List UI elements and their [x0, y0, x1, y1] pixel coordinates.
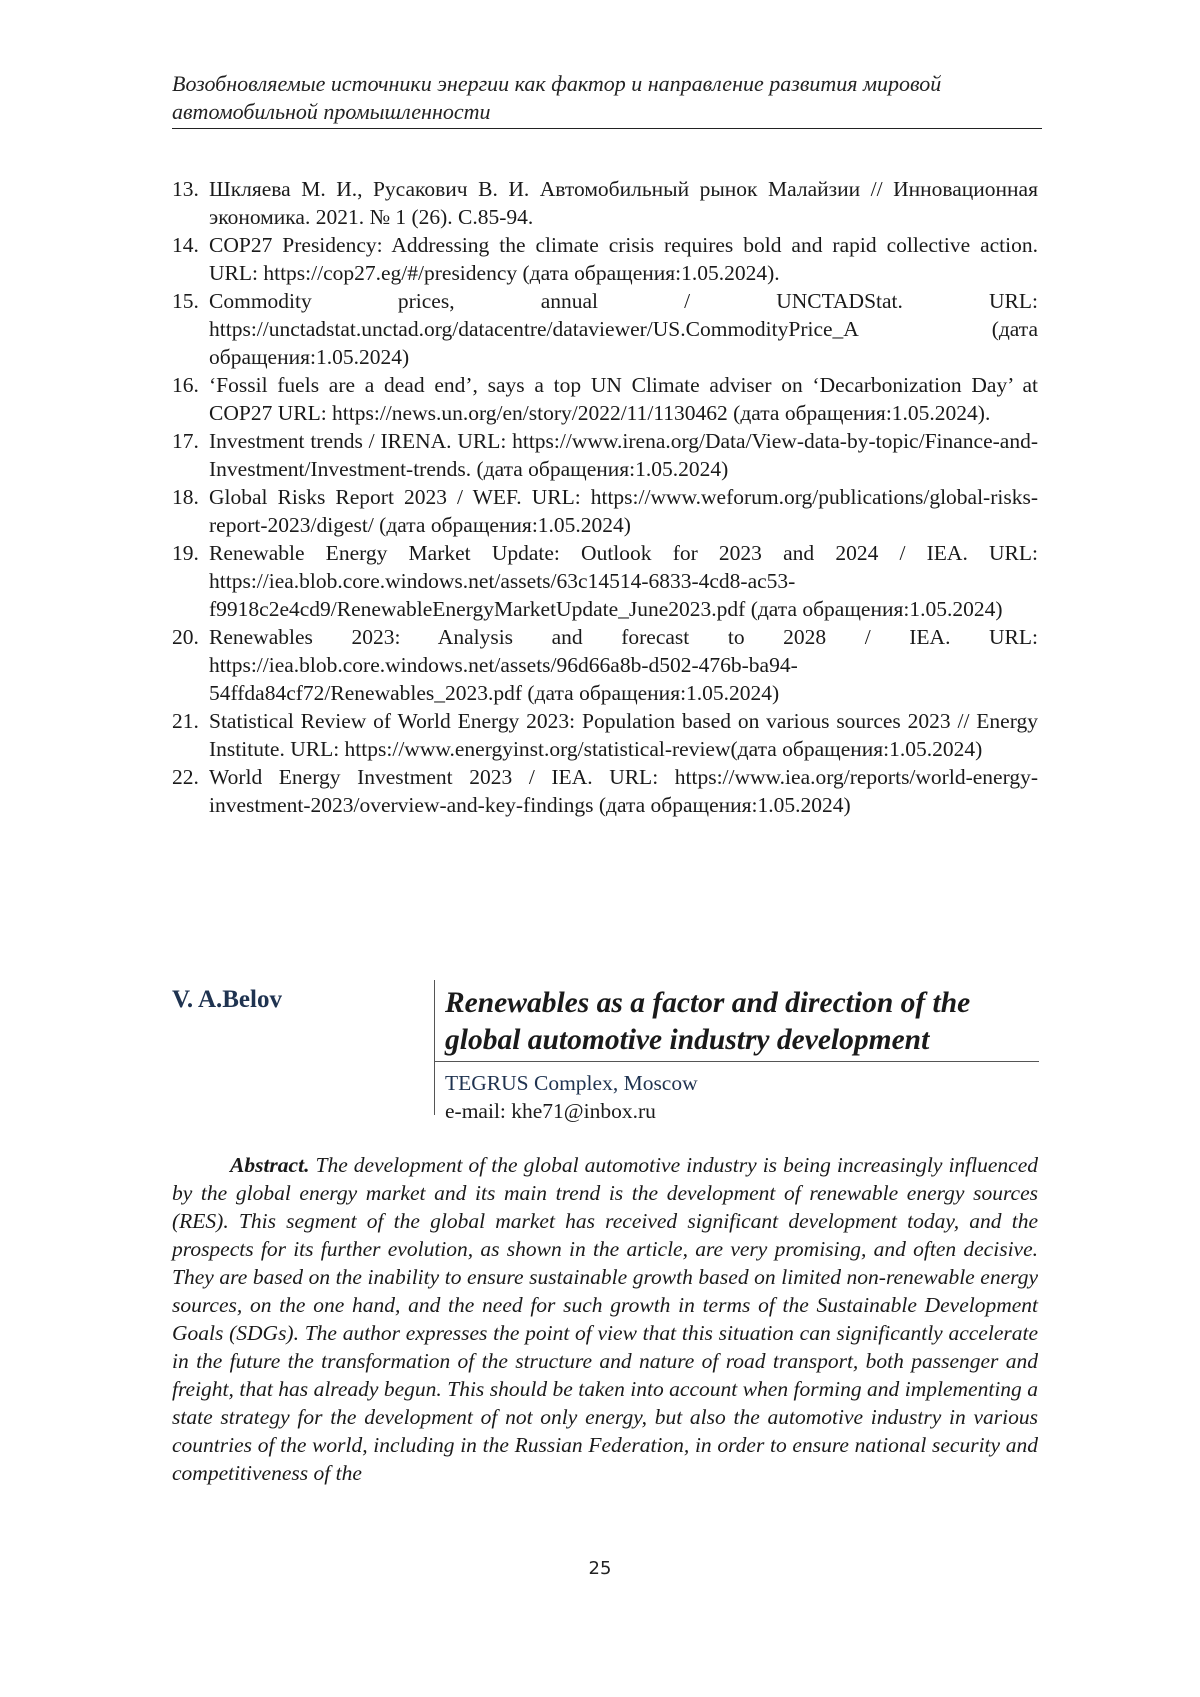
reference-text: COP27 Presidency: Addressing the climate crisis requires bold and rapid collective action. URL: https://cop27.eg/#/presidency (дата обращения:1.05.2024). [209, 233, 1038, 285]
reference-item [172, 623, 1038, 707]
title-rule [434, 1061, 1039, 1062]
reference-number: 19. [172, 541, 199, 565]
reference-number: 18. [172, 485, 199, 509]
reference-text: Шкляева М. И., Русакович В. И. Автомобильный рынок Малайзии // Инновационная экономика. 2021. № 1 (26). С.85-94. [209, 177, 1038, 229]
reference-text: Commodity prices, annual / UNCTADStat. URL: https://unctadstat.unctad.org/datacentre/dataviewer/US.CommodityPrice_A (дата обращения:1.05.2024) [209, 289, 1038, 369]
reference-item [172, 483, 1038, 539]
reference-number: 14. [172, 233, 199, 257]
abstract-paragraph [172, 1151, 1038, 1487]
reference-number: 17. [172, 429, 199, 453]
header-rule [172, 128, 1042, 129]
page-number: 25 [588, 1558, 612, 1579]
reference-item [172, 175, 1038, 231]
abstract-text: The development of the global automotive industry is being increasingly influenced by the global energy market and its main trend is the development of renewable energy sources (RES). This segment of the global market has received significant development today, and the prospects for its further evolution, as shown in the article, are very promising, and often decisive. They are based on the inability to ensure sustainable growth based on limited non-renewable energy sources, on the one hand, and the need for such growth in terms of the Sustainable Development Goals (SDGs). The author expresses the point of view that this situation can significantly accelerate in the future the transformation of the structure and nature of road transport, both passenger and freight, that has already begun. This should be taken into account when forming and implementing a state strategy for the development of not only energy, but also the automotive industry in various countries of the world, including in the Russian Federation, in order to ensure national security and competitiveness of the [172, 1153, 1038, 1485]
reference-number: 22. [172, 765, 199, 789]
article-heading-block [172, 985, 1042, 1123]
reference-item [172, 763, 1038, 819]
reference-text: Renewable Energy Market Update: Outlook for 2023 and 2024 / IEA. URL: https://iea.blob.core.windows.net/assets/63c14514-6833-4cd8-ac53-f9918c2e4cd9/RenewableEnergyMarketUpdate_June2023.pdf (дата обращения:1.05.2024) [209, 541, 1038, 621]
reference-list [172, 175, 1038, 819]
reference-item [172, 539, 1038, 623]
running-header: Возобновляемые источники энергии как фактор и направление развития мировой автомобильной промышленности [172, 71, 942, 124]
reference-number: 13. [172, 177, 199, 201]
author-email: e-mail: khe71@inbox.ru [445, 1099, 656, 1123]
reference-text: Renewables 2023: Analysis and forecast to 2028 / IEA. URL: https://iea.blob.core.windows.net/assets/96d66a8b-d502-476b-ba94-54ffda84cf72/Renewables_2023.pdf (дата обращения:1.05.2024) [209, 625, 1038, 705]
reference-text: ‘Fossil fuels are a dead end’, says a top UN Climate adviser on ‘Decarbonization Day’ at COP27 URL: https://news.un.org/en/story/2022/11/1130462 (дата обращения:1.05.2024). [209, 373, 1038, 425]
reference-number: 21. [172, 709, 199, 733]
reference-number: 20. [172, 625, 199, 649]
article-title: Renewables as a factor and direction of the global automotive industry development [445, 987, 971, 1056]
reference-item [172, 371, 1038, 427]
reference-text: Global Risks Report 2023 / WEF. URL: https://www.weforum.org/publications/global-risks-report-2023/digest/ (дата обращения:1.05.2024) [209, 485, 1038, 537]
author-affiliation: TEGRUS Complex, Moscow [445, 1071, 698, 1095]
reference-item [172, 427, 1038, 483]
reference-item [172, 287, 1038, 371]
title-divider [434, 980, 435, 1115]
reference-text: Investment trends / IRENA. URL: https://www.irena.org/Data/View-data-by-topic/Finance-and-Investment/Investment-trends. (дата обращения:1.05.2024) [209, 429, 1038, 481]
reference-number: 15. [172, 289, 199, 313]
author-name: V. A.Belov [172, 986, 282, 1013]
reference-text: World Energy Investment 2023 / IEA. URL: https://www.iea.org/reports/world-energy-investment-2023/overview-and-key-findings (дата обращения:1.05.2024) [209, 765, 1038, 817]
reference-number: 16. [172, 373, 199, 397]
reference-item [172, 707, 1038, 763]
reference-item [172, 231, 1038, 287]
reference-text: Statistical Review of World Energy 2023: Population based on various sources 2023 // Energy Institute. URL: https://www.energyinst.org/statistical-review(дата обращения:1.05.2024) [209, 709, 1038, 761]
abstract-label: Abstract. [230, 1153, 310, 1177]
